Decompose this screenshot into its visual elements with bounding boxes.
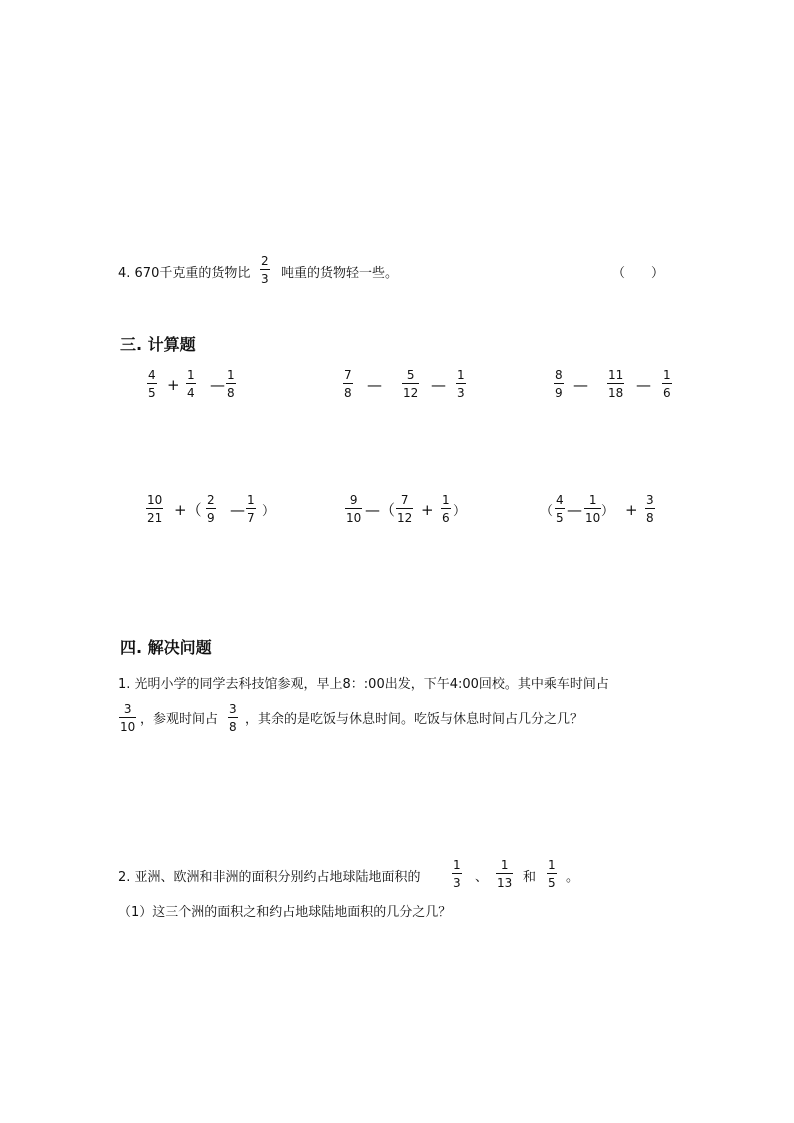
operator: — [367,376,382,394]
denominator: 5 [548,876,556,890]
fraction-bar [226,383,236,384]
fraction-bar [146,508,163,509]
fraction-bar [584,508,601,509]
numerator: 1 [548,858,556,872]
fraction-bar [547,873,557,874]
fraction-bar [554,383,564,384]
problem1-end: ，其余的是吃饭与休息时间。吃饭与休息时间占几分之几？ [245,712,584,727]
denominator: 9 [207,511,215,525]
fraction-bar [662,383,672,384]
section4-title: 四. 解决问题 [120,638,212,657]
numerator: 8 [555,368,563,382]
fraction-bar [345,508,362,509]
problem1-mid: ，参观时间占 [140,712,219,727]
fraction-c [645,493,655,525]
close-paren: ） [453,504,467,519]
numerator: 10 [147,493,163,507]
fraction-b [607,368,624,400]
numerator: 3 [646,493,654,507]
fraction-bar [645,508,655,509]
close-paren: ） [601,504,615,519]
numerator: 1 [453,858,461,872]
fraction-a [554,368,564,400]
fraction-c [226,368,236,400]
operator: — [431,376,446,394]
operator: +（ [174,501,202,519]
operator: — [567,501,582,519]
problem2-fraction3 [547,858,557,890]
fraction-c [441,493,451,525]
problem2-fraction1 [452,858,462,890]
denominator: 12 [403,386,419,400]
fraction-bar [441,508,451,509]
denominator: 13 [497,876,513,890]
numerator: 4 [148,368,156,382]
fraction-a [146,493,163,525]
fraction-a [147,368,157,400]
numerator: 3 [123,702,132,716]
denominator: 12 [397,511,413,525]
denominator: 7 [247,511,255,525]
problem2-fraction2 [496,858,513,890]
operator: — [210,376,225,394]
denominator: 8 [229,720,237,734]
fraction-c [456,368,466,400]
problem2-subquestion-1: （1）这三个洲的面积之和约占地球陆地面积的几分之几？ [118,905,452,920]
numerator: 1 [500,858,509,872]
denominator: 3 [453,876,461,890]
fraction-bar [402,383,419,384]
problem1-fraction1 [119,702,136,734]
fraction-a [555,493,565,525]
numerator: 4 [556,493,564,507]
fraction-b [206,493,216,525]
fraction-bar [496,873,513,874]
section3-title: 三. 计算题 [120,335,196,354]
fraction-bar [607,383,624,384]
open-paren: （ [540,504,554,519]
fraction-bar [452,873,462,874]
denominator: 4 [187,386,195,400]
numerator: 5 [406,368,415,382]
fraction-bar [228,717,238,718]
denominator: 8 [227,386,235,400]
denominator: 9 [555,386,563,400]
numerator: 3 [229,702,237,716]
denominator: 8 [344,386,352,400]
denominator: 5 [148,386,156,400]
numerator: 11 [608,368,624,382]
denominator: 6 [442,511,450,525]
fraction-c [662,368,672,400]
problem1-line1: 1. 光明小学的同学去科技馆参观，早上8：:00出发，下午4:00回校。其中乘车时间占 [118,677,609,692]
problem2-end: 。 [566,870,580,885]
fraction-bar [206,508,216,509]
fraction-bar [555,508,565,509]
q4-suffix: 吨重的货物轻一些。 [281,266,399,281]
fraction-b [584,493,601,525]
operator: + [625,501,638,519]
denominator: 3 [457,386,465,400]
fraction-bar [119,717,136,718]
denominator: 10 [346,511,362,525]
numerator: 1 [227,368,235,382]
operator: — [573,376,588,394]
numerator: 1 [247,493,255,507]
fraction-b [186,368,196,400]
denominator: 6 [663,386,671,400]
operator: — [636,376,651,394]
numerator: 1 [442,493,450,507]
denominator: 8 [646,511,654,525]
fraction-a [343,368,353,400]
denominator: 3 [261,272,269,286]
numerator: 9 [349,493,358,507]
fraction-b [402,368,419,400]
denominator: 21 [147,511,163,525]
q4-answer-blank[interactable]: （ ） [612,266,665,281]
fraction-bar [147,383,157,384]
operator: + [167,376,180,394]
denominator: 18 [608,386,624,400]
numerator: 1 [663,368,671,382]
numerator: 1 [187,368,195,382]
denominator: 5 [556,511,564,525]
numerator: 7 [344,368,352,382]
problem2-prefix: 2. 亚洲、欧洲和非洲的面积分别约占地球陆地面积的 [118,870,421,885]
problem2-separator: 、 [475,870,489,885]
fraction-a [345,493,362,525]
fraction-bar [343,383,353,384]
operator: + [421,501,434,519]
problem1-fraction2 [228,702,238,734]
numerator: 1 [457,368,465,382]
fraction-bar [246,508,256,509]
fraction-bar [396,508,413,509]
fraction-c [246,493,256,525]
fraction-bar [186,383,196,384]
operator: — [230,501,245,519]
fraction-bar [260,269,270,270]
denominator: 10 [585,511,601,525]
fraction-bar [456,383,466,384]
numerator: 7 [400,493,409,507]
q4-prefix: 4. 670千克重的货物比 [118,266,251,281]
numerator: 2 [207,493,215,507]
numerator: 2 [261,254,269,268]
numerator: 1 [588,493,597,507]
problem2-and: 和 [523,870,537,885]
close-paren: ） [262,504,276,519]
denominator: 10 [120,720,136,734]
operator: —（ [365,501,396,519]
q4-fraction [260,254,270,286]
fraction-b [396,493,413,525]
